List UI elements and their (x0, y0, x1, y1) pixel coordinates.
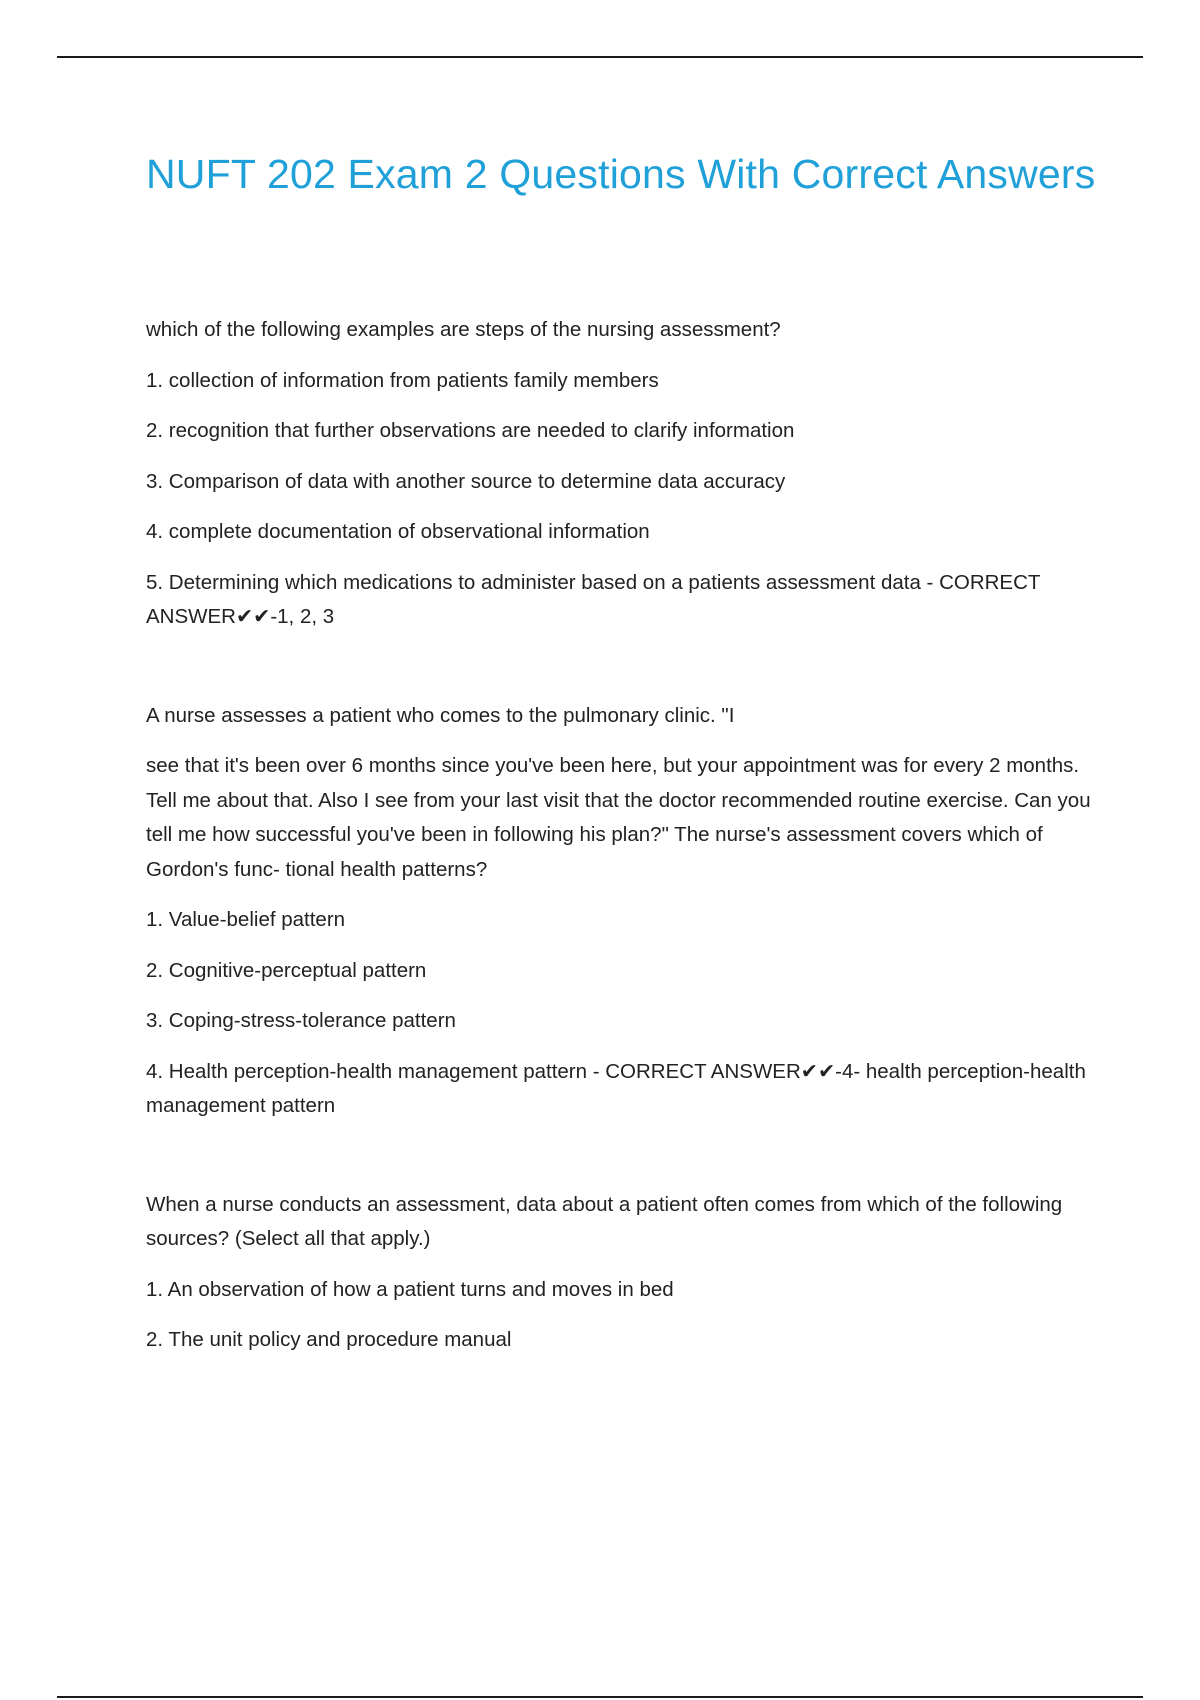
question-1-option-5-answer: 5. Determining which medications to administer based on a patients assessment data - CORRECT ANSWER✔✔-1, 2, 3 (146, 570, 1041, 628)
question-1-option-2: 2. recognition that further observations are needed to clarify information (146, 419, 795, 442)
question-3-option-1: 1. An observation of how a patient turns and moves in bed (146, 1277, 674, 1301)
question-2-option-3: 3. Coping-stress-tolerance pattern (146, 1009, 456, 1032)
top-rule (57, 56, 1143, 58)
question-block-3 (146, 1188, 1096, 1358)
question-3-stem: When a nurse conducts an assessment, data about a patient often comes from which of the following sources? (Select all that apply.) (146, 1192, 1063, 1250)
document-body (146, 140, 1096, 1422)
question-2-stem-intro: A nurse assesses a patient who comes to the pulmonary clinic. "I (146, 703, 735, 727)
question-2-stem: see that it's been over 6 months since you've been here, but your appointment was for every 2 months. Tell me about that. Also I see from your last visit that the doctor recommended routine exercise. Can you tell me how successful you've been in following his plan?" The nurse's assessment covers which of Gordon's func- tional health patterns? (146, 754, 1091, 881)
question-2-option-4-answer: 4. Health perception-health management pattern - CORRECT ANSWER✔✔-4- health perception-health management pattern (146, 1059, 1086, 1117)
document-title: NUFT 202 Exam 2 Questions With Correct Answers (146, 151, 1096, 197)
question-1-option-4: 4. complete documentation of observational information (146, 520, 650, 543)
question-2-option-2: 2. Cognitive-perceptual pattern (146, 958, 427, 982)
question-2-option-1: 1. Value-belief pattern (146, 908, 346, 931)
question-1-stem: which of the following examples are steps of the nursing assessment? (146, 318, 781, 341)
question-3-option-2: 2. The unit policy and procedure manual (146, 1328, 512, 1351)
question-1-option-1: 1. collection of information from patients family members (146, 368, 659, 392)
question-block-1 (146, 313, 1096, 635)
question-block-2 (146, 699, 1096, 1124)
bottom-rule (57, 1696, 1143, 1698)
question-1-option-3: 3. Comparison of data with another source to determine data accuracy (146, 469, 786, 493)
